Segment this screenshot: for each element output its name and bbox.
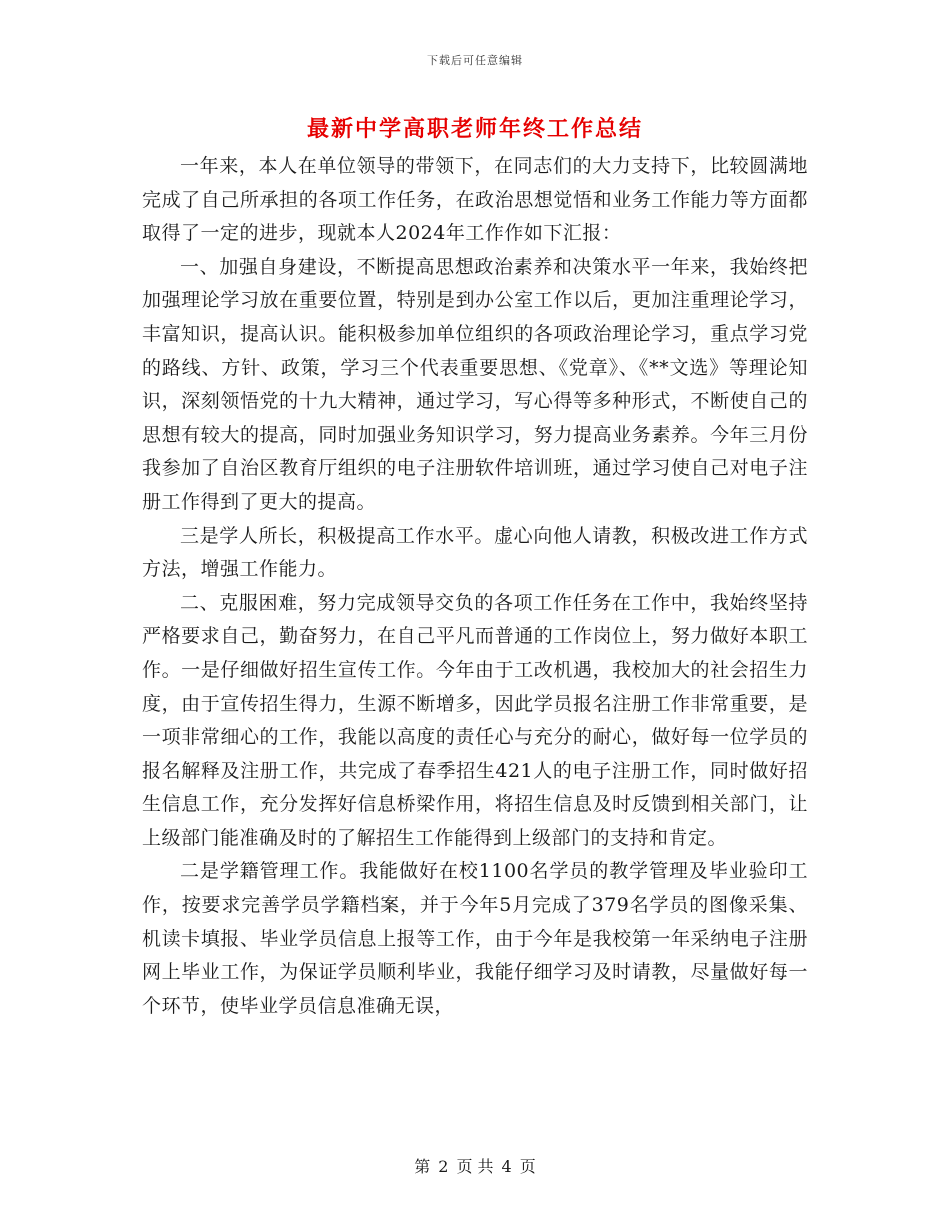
paragraph-item-two: 二是学籍管理工作。我能做好在校1100名学员的教学管理及毕业验印工作，按要求完善学员学籍档案，并于今年5月完成了379名学员的图像采集、机读卡填报、毕业学员信息上报等工作，由于今年是我校第一年采纳电子注册网上毕业工作，为保证学员顺利毕业，我能仔细学习及时请教，尽量做好每一个环节，使毕业学员信息准确无误， (142, 860, 808, 1017)
paragraph-intro: 一年来，本人在单位领导的带领下，在同志们的大力支持下，比较圆满地完成了自己所承担的各项工作任务，在政治思想觉悟和业务工作能力等方面都取得了一定的进步，现就本人2024年工作作如下汇报： (142, 155, 808, 245)
footer-current-page: 2 (438, 1157, 449, 1176)
footer-total-pages: 4 (501, 1157, 512, 1176)
header-note: 下载后可任意编辑 (427, 54, 523, 67)
paragraph-item-three: 三是学人所长，积极提高工作水平。虚心向他人请教，积极改进工作方式方法，增强工作能力。 (142, 524, 808, 581)
paragraph-section-two: 二、克服困难，努力完成领导交负的各项工作任务在工作中，我始终坚持严格要求自己，勤奋努力，在自己平凡而普通的工作岗位上，努力做好本职工作。一是仔细做好招生宣传工作。今年由于工改机遇，我校加大的社会招生力度，由于宣传招生得力，生源不断增多，因此学员报名注册工作非常重要，是一项非常细心的工作，我能以高度的责任心与充分的耐心，做好每一位学员的报名解释及注册工作，共完成了春季招生421人的电子注册工作，同时做好招生信息工作，充分发挥好信息桥梁作用，将招生信息及时反馈到相关部门，让上级部门能准确及时的了解招生工作能得到上级部门的支持和肯定。 (142, 591, 808, 849)
footer-prefix: 第 (414, 1157, 431, 1176)
footer-suffix: 页 (519, 1157, 536, 1176)
document-body (142, 150, 808, 1023)
page-footer (0, 1154, 950, 1177)
paragraph-section-one: 一、加强自身建设，不断提高思想政治素养和决策水平一年来，我始终把加强理论学习放在重要位置，特别是到办公室工作以后，更加注重理论学习，丰富知识，提高认识。能积极参加单位组织的各项政治理论学习，重点学习党的路线、方针、政策，学习三个代表重要思想、《党章》、《**文选》等理论知识，深刻领悟党的十九大精神，通过学习，写心得等多种形式，不断使自己的思想有较大的提高，同时加强业务知识学习，努力提高业务素养。今年三月份我参加了自治区教育厅组织的电子注册软件培训班，通过学习使自己对电子注册工作得到了更大的提高。 (142, 255, 808, 513)
document-title: 最新中学高职老师年终工作总结 (306, 117, 643, 142)
footer-middle: 页 共 (456, 1157, 494, 1176)
